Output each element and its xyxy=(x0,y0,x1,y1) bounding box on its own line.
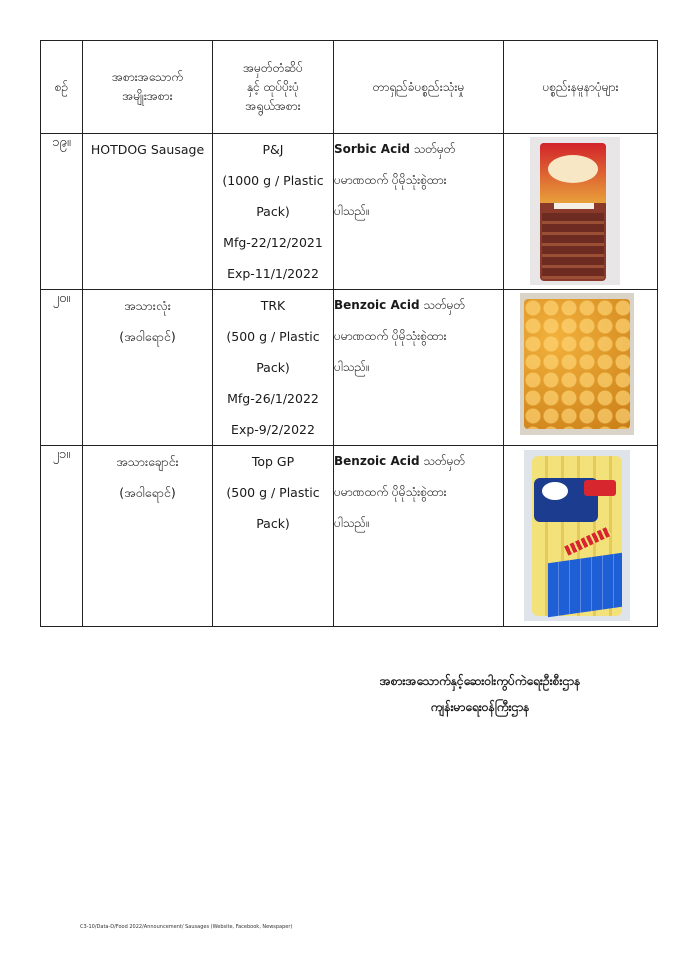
finding-cell: Sorbic Acid သတ်မှတ် ပမာဏထက် ပိုမိုသုံးစွဲထား ပါသည်။ xyxy=(334,134,504,290)
brand-cell: Top GP (500 g / Plastic Pack) xyxy=(213,446,334,627)
header-food-type: အစားအသောက် အမျိုးအစား xyxy=(83,41,213,134)
meatball-pack-photo xyxy=(520,293,634,435)
issuer-ministry: ကျန်းမာရေးဝန်ကြီးဌာန xyxy=(430,700,530,714)
row-number: ၁၉။ xyxy=(41,134,83,290)
photo-cell xyxy=(504,290,658,446)
issuer-department: အစားအသောက်နှင့်ဆေးဝါးကွပ်ကဲရေးဦးစီးဌာန xyxy=(379,674,581,688)
sausage-stick-pack-photo xyxy=(524,450,630,621)
header-preservative-use: တာရှည်ခံပစ္စည်းသုံးမှု xyxy=(334,41,504,134)
acid-name: Benzoic Acid xyxy=(334,454,420,468)
brand-cell: TRK (500 g / Plastic Pack) Mfg-26/1/2022 Exp-9/2/2022 xyxy=(213,290,334,446)
row-number: ၂၁။ xyxy=(41,446,83,627)
photo-cell xyxy=(504,446,658,627)
table-row xyxy=(41,290,658,446)
photo-cell xyxy=(504,134,658,290)
header-sample-photos: ပစ္စည်းနမူနာပုံများ xyxy=(504,41,658,134)
header-brand-pack: အမှတ်တံဆိပ် နှင့် ထုပ်ပိုးပုံ အရွယ်အစား xyxy=(213,41,334,134)
food-type-cell: အသားချောင်း (အဝါရောင်) xyxy=(83,446,213,627)
food-type-cell: HOTDOG Sausage xyxy=(83,134,213,290)
acid-name: Benzoic Acid xyxy=(334,298,420,312)
row-number: ၂၀။ xyxy=(41,290,83,446)
document-reference-footer: C3-10/Data-D/Food 2022/Announcement/ Sausages (Website, Facebook, Newspaper) xyxy=(80,924,293,930)
header-no: စဉ် xyxy=(41,41,83,134)
acid-name: Sorbic Acid xyxy=(334,142,410,156)
finding-cell: Benzoic Acid သတ်မှတ် ပမာဏထက် ပိုမိုသုံးစွဲထား ပါသည်။ xyxy=(334,446,504,627)
brand-cell: P&J (1000 g / Plastic Pack) Mfg-22/12/2021 Exp-11/1/2022 xyxy=(213,134,334,290)
table-row xyxy=(41,134,658,290)
table-header-row xyxy=(41,41,658,134)
food-type-cell: အသားလုံး (အဝါရောင်) xyxy=(83,290,213,446)
finding-cell: Benzoic Acid သတ်မှတ် ပမာဏထက် ပိုမိုသုံးစွဲထား ပါသည်။ xyxy=(334,290,504,446)
table-row xyxy=(41,446,658,627)
food-inspection-table xyxy=(40,40,658,627)
issuer-signature xyxy=(300,668,660,720)
hotdog-sausage-pack-photo xyxy=(530,137,620,285)
